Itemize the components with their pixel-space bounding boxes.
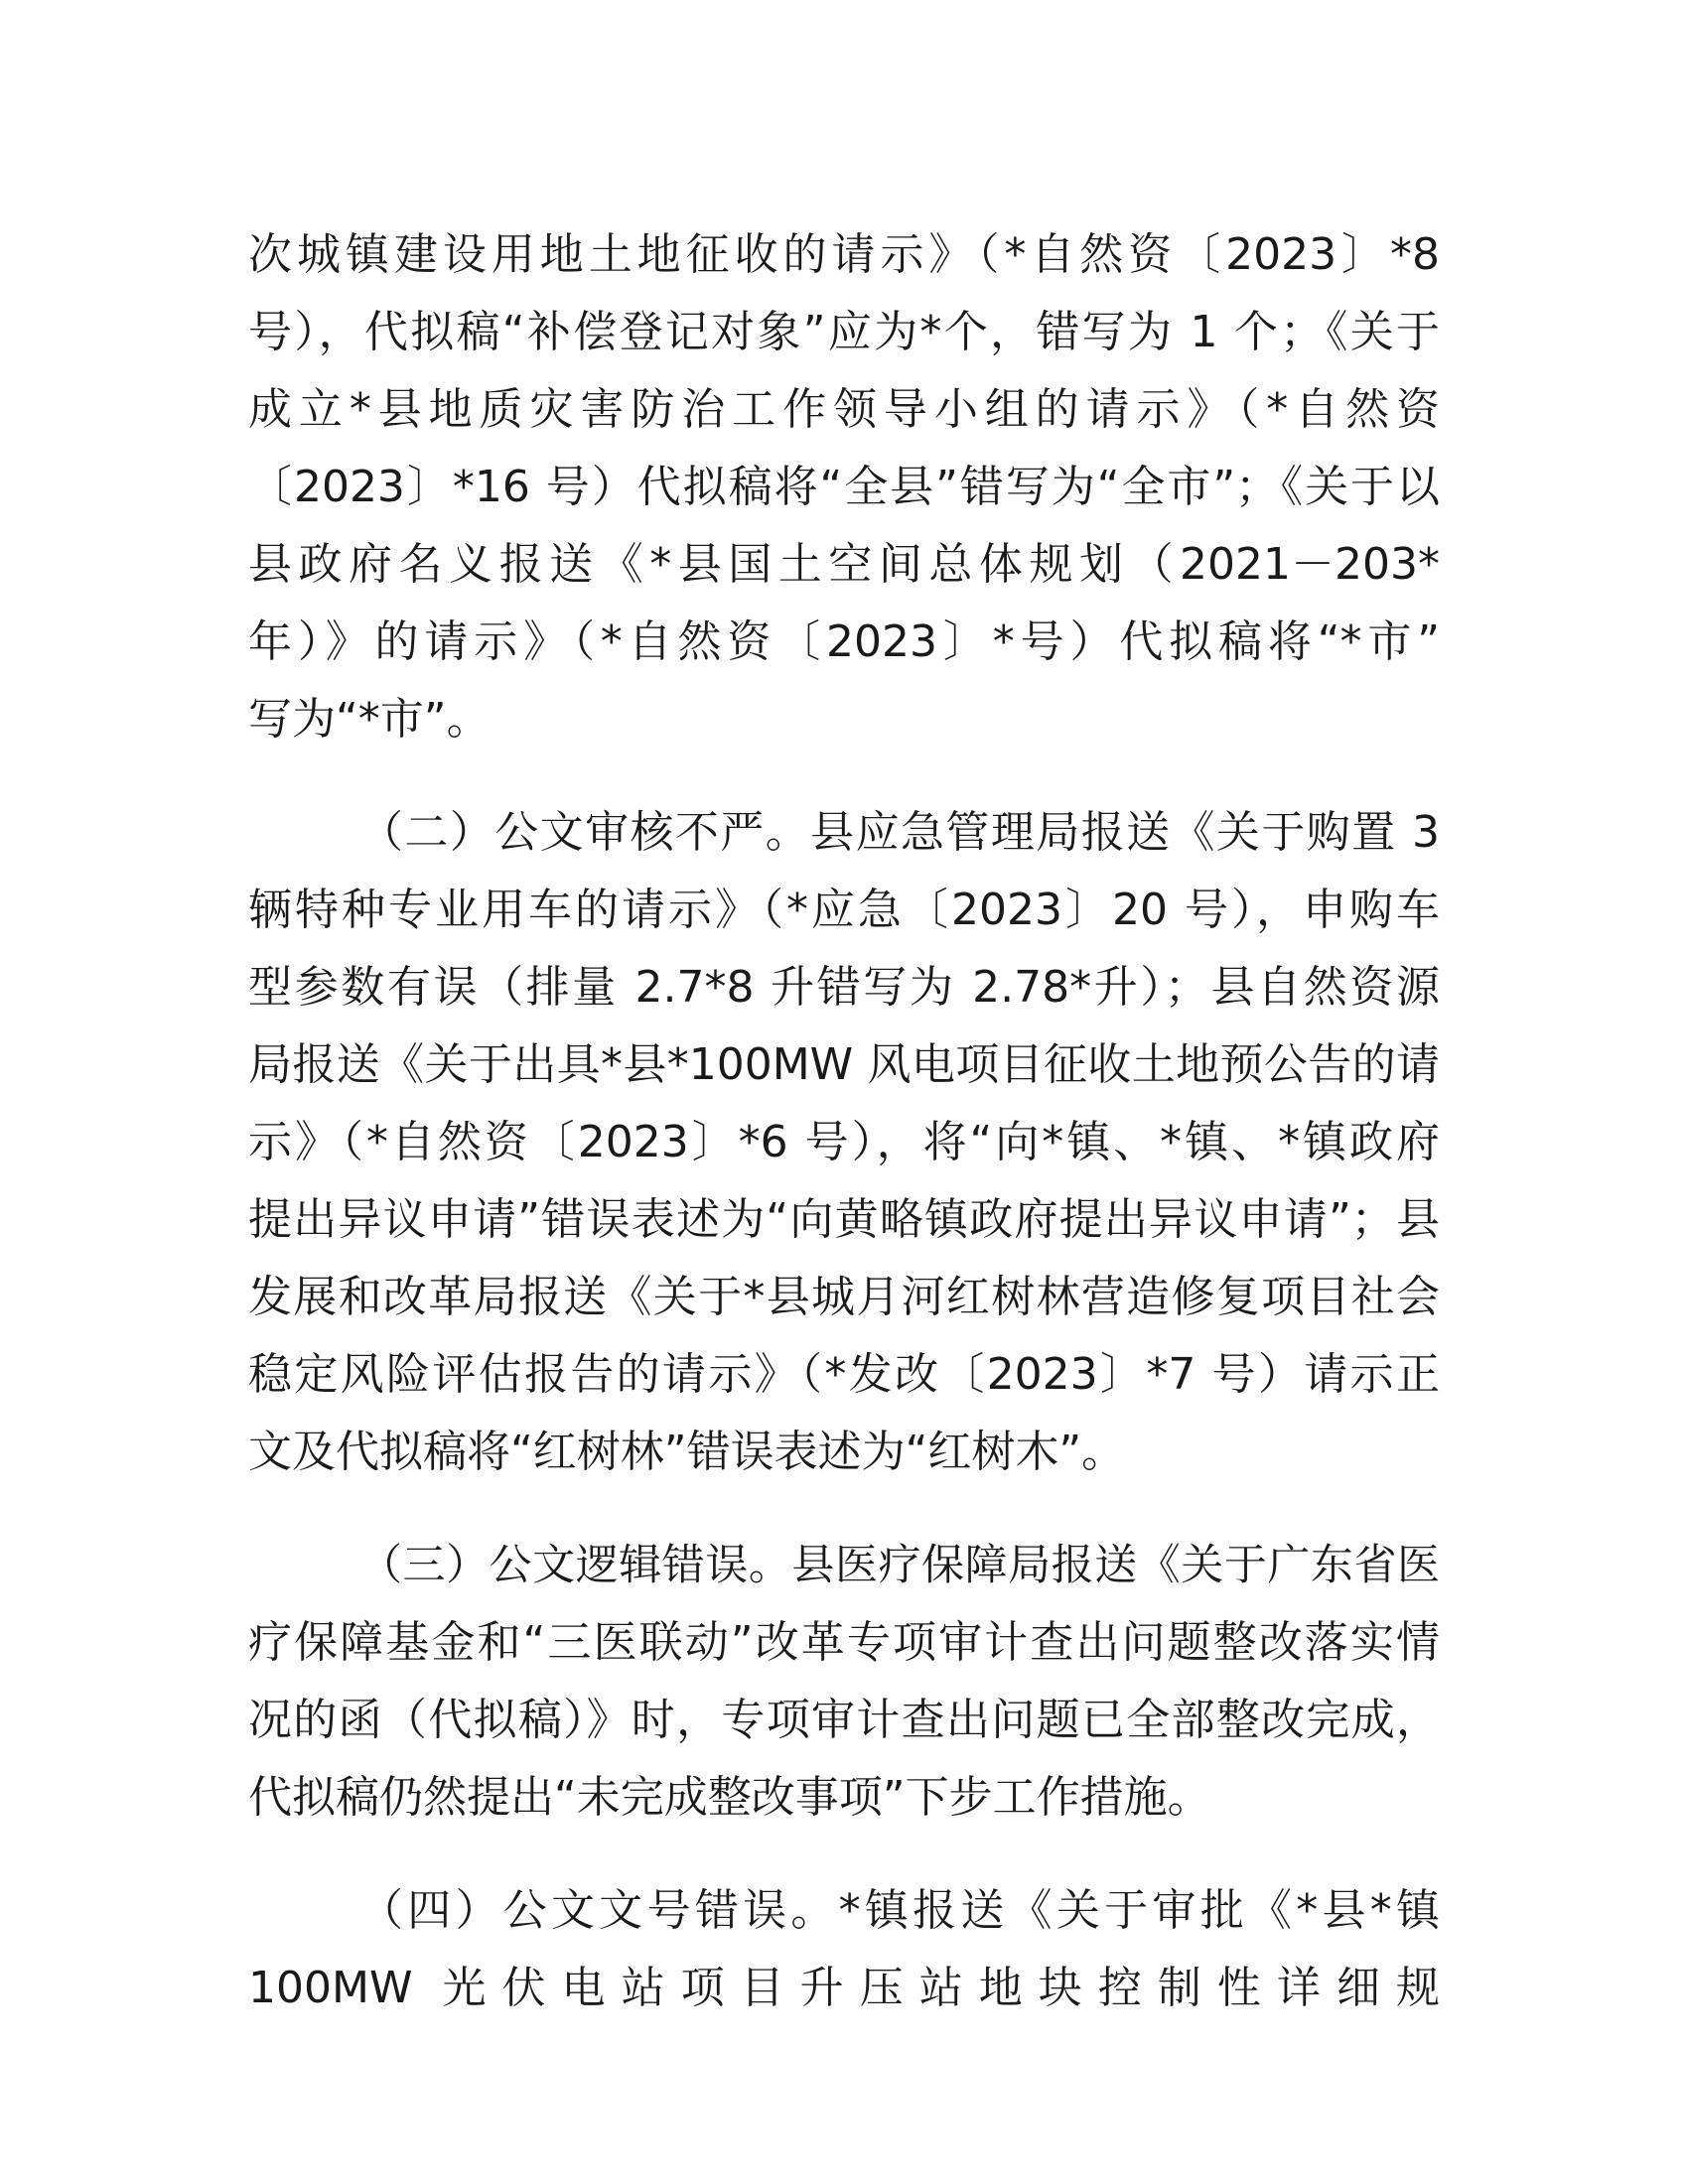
text-line: 写为“*市”。 xyxy=(248,694,491,745)
text-line: 〔2023〕*16 号）代拟稿将“全县”错写为“全市”；《关于以 xyxy=(248,462,1440,512)
text-line: 稳定风险评估报告的请示》（*发改〔2023〕*7 号）请示正 xyxy=(248,1349,1440,1400)
paragraph-continuation xyxy=(248,216,1440,758)
text-line: 辆特种专业用车的请示》（*应急〔2023〕20 号），申购车 xyxy=(248,885,1440,935)
text-line: 号），代拟稿“补偿登记对象”应为*个，错写为 1 个；《关于 xyxy=(248,307,1440,357)
text-line: 成立*县地质灾害防治工作领导小组的请示》（*自然资 xyxy=(248,384,1440,435)
text-line: 况的函（代拟稿）》时，专项审计查出问题已全部整改完成， xyxy=(248,1695,1440,1745)
text-line: 代拟稿仍然提出“未完成整改事项”下步工作措施。 xyxy=(248,1772,1211,1823)
text-line: 示》（*自然资〔2023〕*6 号），将“向*镇、*镇、*镇政府 xyxy=(248,1117,1440,1167)
text-line: 提出异议申请”错误表述为“向黄略镇政府提出异议申请”；县 xyxy=(248,1194,1440,1245)
text-line: 年）》的请示》（*自然资〔2023〕*号）代拟稿将“*市” xyxy=(248,616,1440,667)
text-line: （二）公文审核不严。县应急管理局报送《关于购置 3 xyxy=(359,807,1440,858)
document-body xyxy=(248,216,1440,2027)
text-line: （三）公文逻辑错误。县医疗保障局报送《关于广东省医 xyxy=(359,1541,1440,1590)
text-line: 县政府名义报送《*县国土空间总体规划（2021－203* xyxy=(248,539,1440,590)
paragraph-spacer xyxy=(248,1837,1440,1872)
text-line: 发展和改革局报送《关于*县城月河红树林营造修复项目社会 xyxy=(248,1272,1440,1322)
paragraph-section-4 xyxy=(248,1872,1440,2027)
text-line: 次城镇建设用地土地征收的请示》（*自然资〔2023〕*8 xyxy=(248,229,1441,280)
text-line: 局报送《关于出具*县*100MW 风电项目征收土地预公告的请 xyxy=(248,1039,1440,1090)
paragraph-section-3 xyxy=(248,1527,1440,1837)
text-line: 型参数有误（排量 2.7*8 升错写为 2.78*升）；县自然资源 xyxy=(248,962,1440,1013)
text-line: 文及代拟稿将“红树林”错误表述为“红树木”。 xyxy=(248,1427,1126,1477)
text-line: 疗保障基金和“三医联动”改革专项审计查出问题整改落实情 xyxy=(248,1617,1440,1668)
paragraph-spacer xyxy=(248,1491,1440,1527)
text-line: 100MW 光伏电站项目升压站地块控制性详细规 xyxy=(248,1963,1440,2013)
text-line: （四）公文文号错误。*镇报送《关于审批《*县*镇 xyxy=(359,1885,1440,1936)
paragraph-section-2 xyxy=(248,794,1440,1491)
paragraph-spacer xyxy=(248,758,1440,794)
